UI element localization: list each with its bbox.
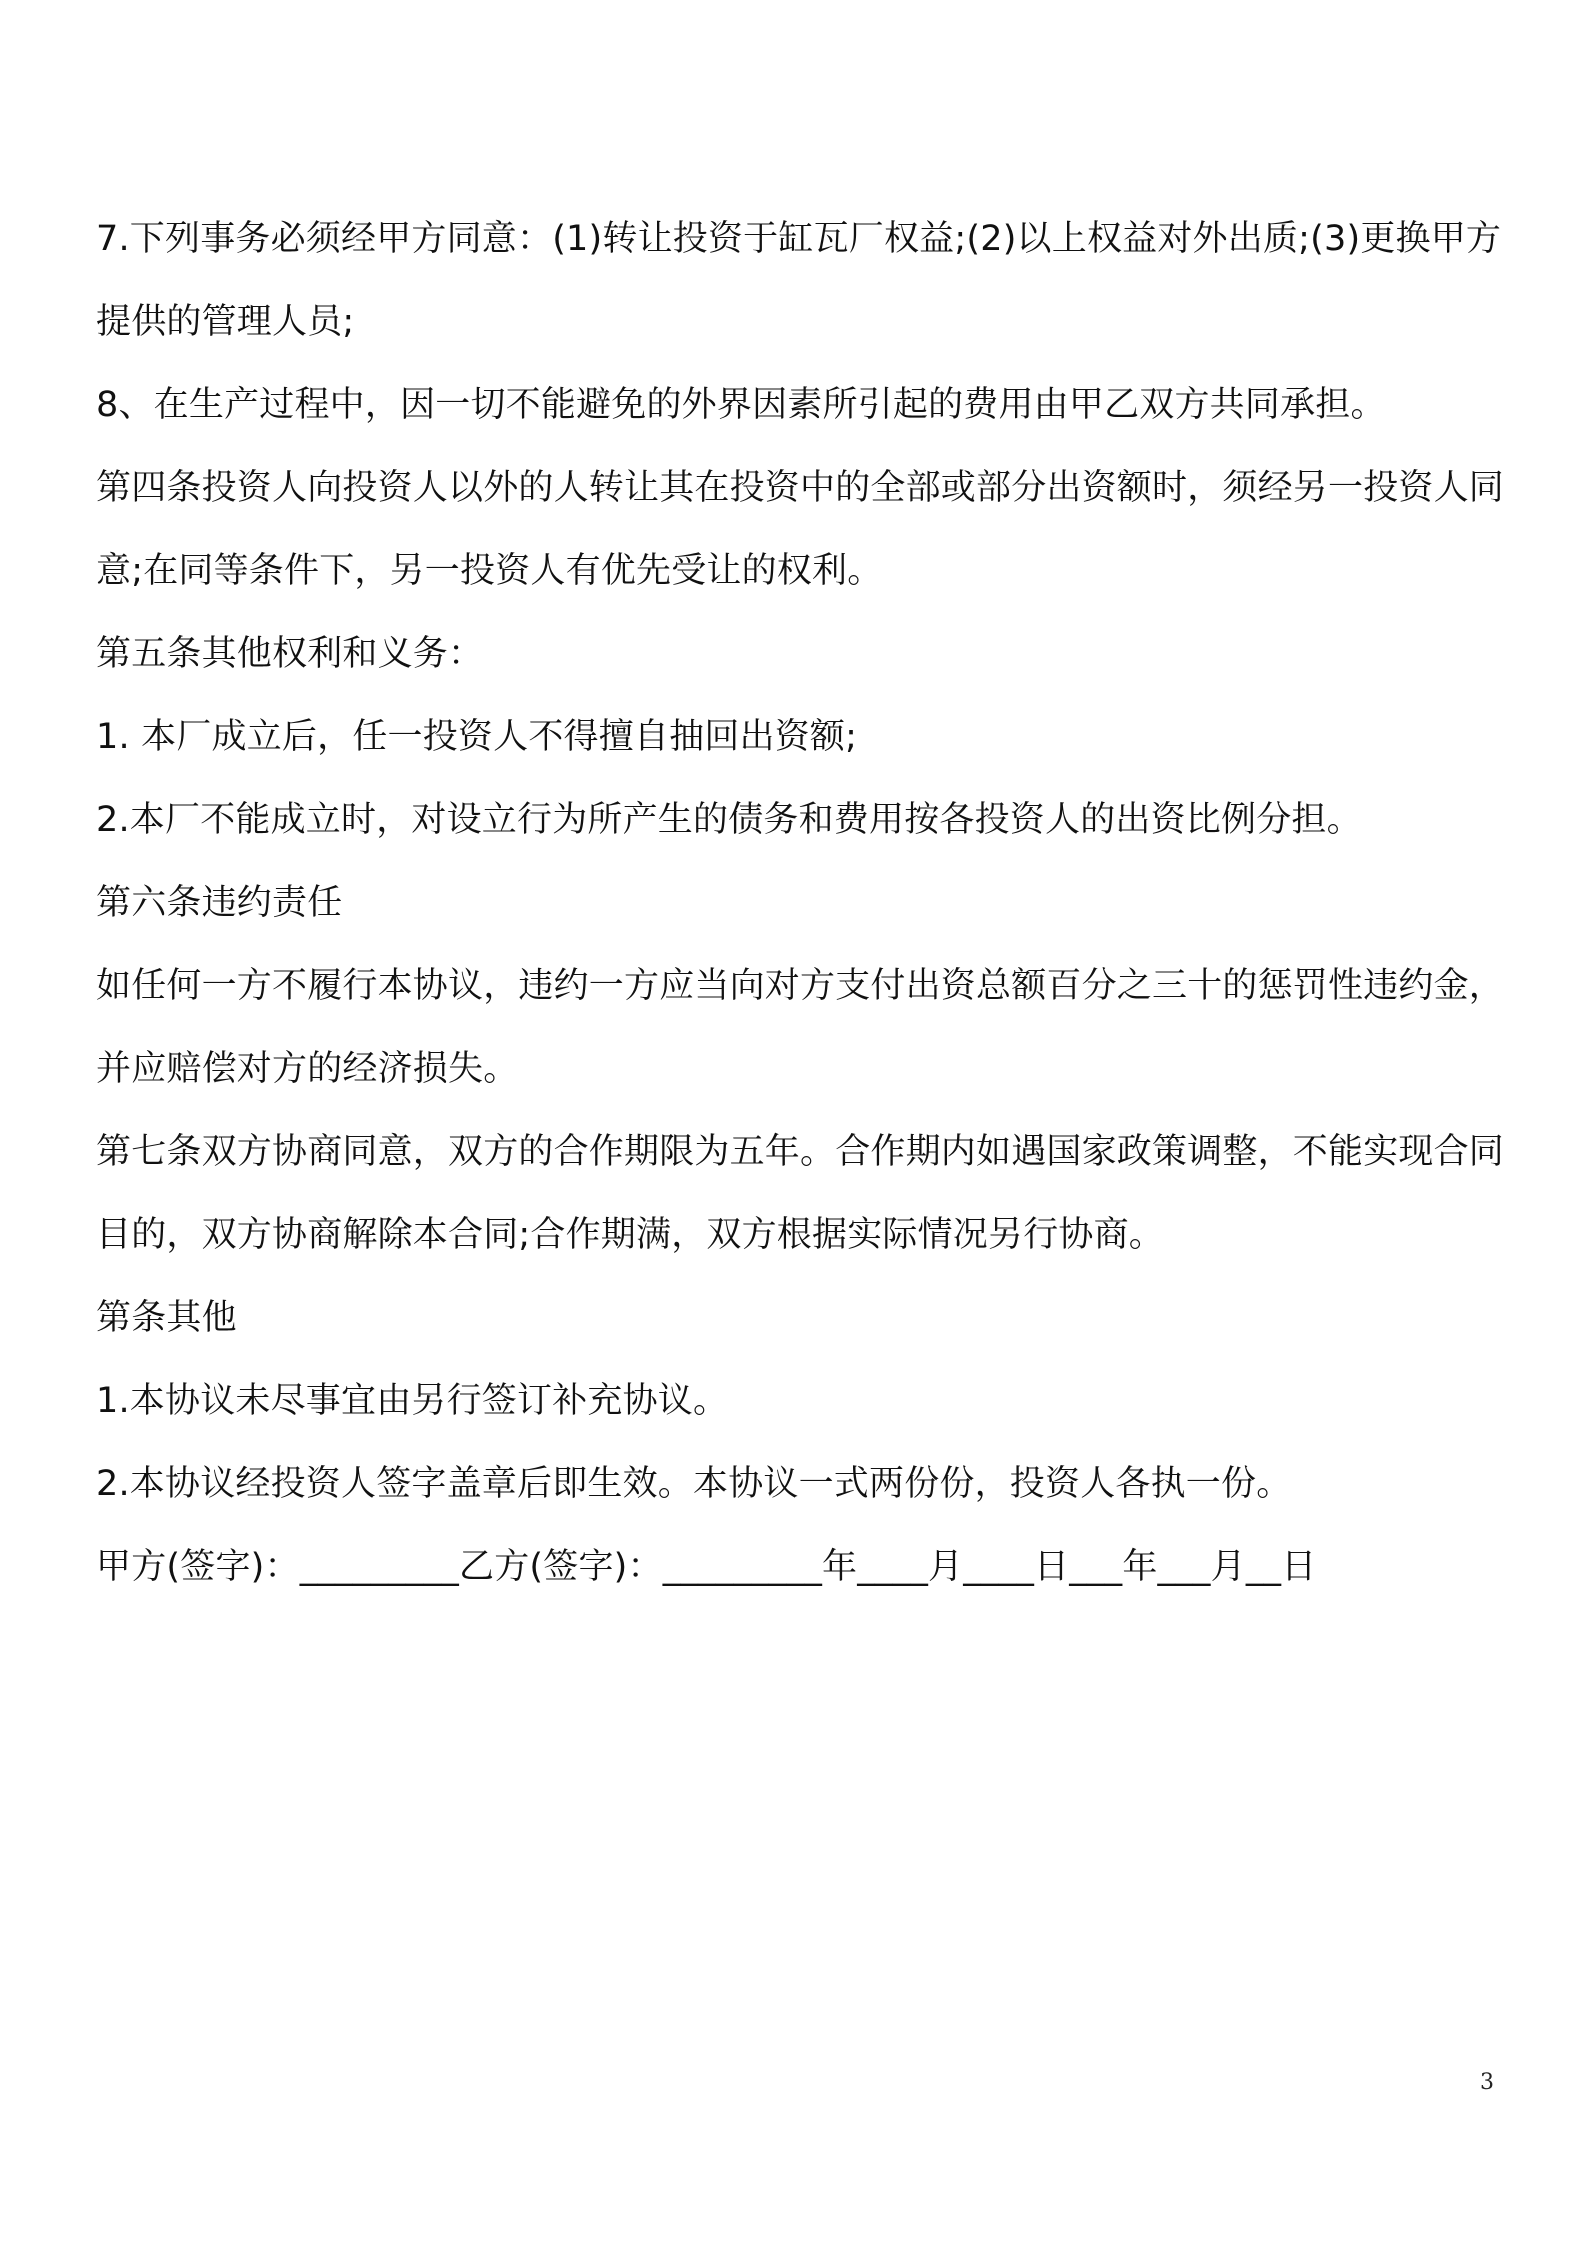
signature-line: 甲方(签字)：_________乙方(签字)：_________年____月____日___年___月__日 — [96, 1547, 1317, 1587]
clause-8-shared-costs: 8、在生产过程中，因一切不能避免的外界因素所引起的费用由甲乙双方共同承担。 — [96, 385, 1386, 425]
article-7-term: 第七条双方协商同意，双方的合作期限为五年。合作期内如遇国家政策调整，不能实现合同目的，双方协商解除本合同;合作期满，双方根据实际情况另行协商。 — [96, 1132, 1505, 1255]
clause-7-matters-requiring-consent: 7.下列事务必须经甲方同意：(1)转让投资于缸瓦厂权益;(2)以上权益对外出质;(3)更换甲方提供的管理人员; — [96, 219, 1502, 342]
article-5-item-2: 2.本厂不能成立时，对设立行为所产生的债务和费用按各投资人的出资比例分担。 — [96, 800, 1362, 840]
other-item-2: 2.本协议经投资人签字盖章后即生效。本协议一式两份份，投资人各执一份。 — [96, 1464, 1292, 1504]
page-number: 3 — [1480, 2070, 1494, 2095]
article-5-item-1: 1. 本厂成立后，任一投资人不得擅自抽回出资额; — [96, 717, 858, 757]
document-body — [96, 198, 1516, 1609]
article-4-transfer: 第四条投资人向投资人以外的人转让其在投资中的全部或部分出资额时，须经另一投资人同意;在同等条件下，另一投资人有优先受让的权利。 — [96, 468, 1505, 591]
other-item-1: 1.本协议未尽事宜由另行签订补充协议。 — [96, 1381, 729, 1421]
article-6-liability: 如任何一方不履行本协议，违约一方应当向对方支付出资总额百分之三十的惩罚性违约金，并应赔偿对方的经济损失。 — [96, 966, 1505, 1089]
article-6-heading: 第六条违约责任 — [96, 883, 343, 923]
article-5-heading: 第五条其他权利和义务： — [96, 634, 484, 674]
article-other-heading: 第条其他 — [96, 1298, 237, 1338]
